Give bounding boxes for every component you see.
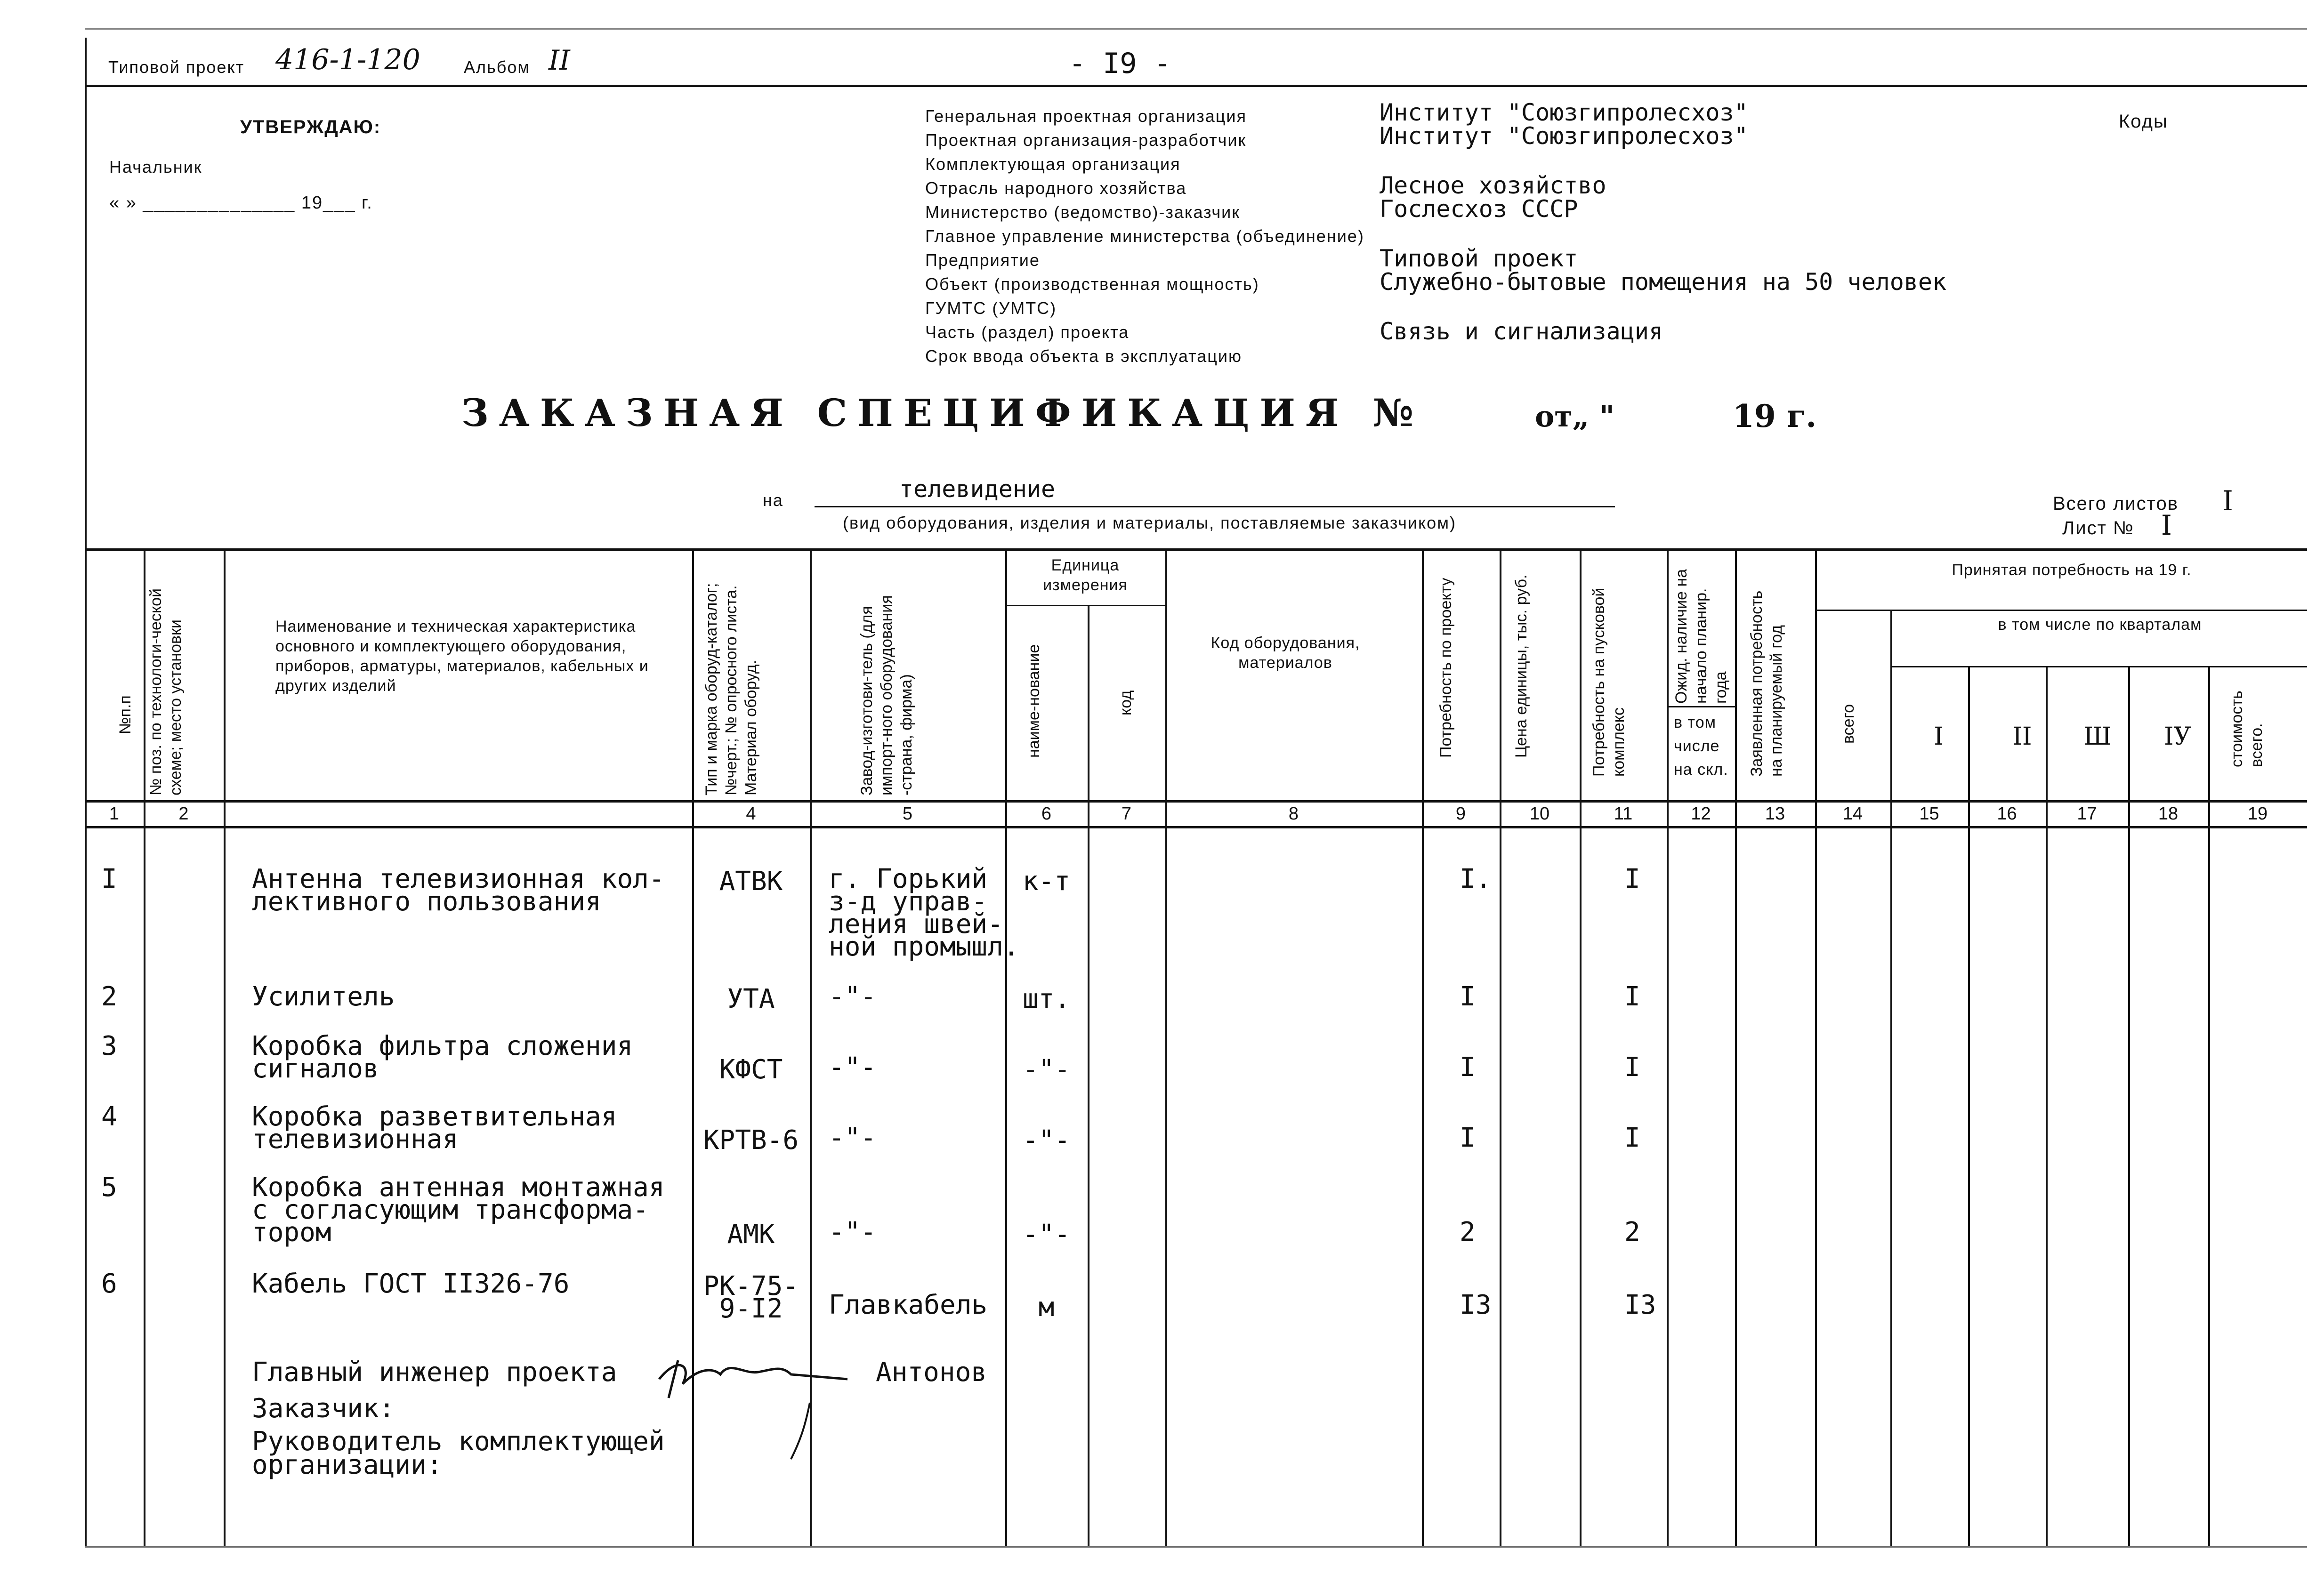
item-qty-start: I3 xyxy=(1624,1290,1656,1320)
col-type: Тип и марка оборуд-каталог; №черт.; № опросного листа. Материал оборуд. xyxy=(702,583,760,795)
row-number: I xyxy=(101,864,117,894)
supplier-head-line2: организации: xyxy=(252,1450,443,1480)
item-unit: м xyxy=(1038,1292,1055,1323)
na-label: на xyxy=(763,490,783,510)
item-name: Коробка разветвительная xyxy=(252,1101,617,1132)
album-label: Альбом xyxy=(464,57,531,77)
item-qty-start: I xyxy=(1624,864,1640,894)
table-vline xyxy=(1968,666,1970,1546)
page-number: - I9 - xyxy=(1069,47,1171,80)
col-q4: IУ xyxy=(2163,723,2192,751)
spec-year: 19 г. xyxy=(1733,398,1817,434)
org-label: ГУМТС (УМТС) xyxy=(925,298,1057,318)
col-declared: Заявленная потребность на планируемый год xyxy=(1748,590,1785,777)
column-number: 19 xyxy=(2247,804,2268,824)
item-unit: к-т xyxy=(1022,866,1071,897)
col-maker: Завод-изготови-тель (для импорт-ного оборудования -страна, фирма) xyxy=(858,595,915,795)
column-number: 14 xyxy=(1842,804,1863,824)
column-number: 16 xyxy=(1997,804,2017,824)
col-cost: стоимость всего. xyxy=(2228,691,2266,767)
col-need-start: Потребность на пусковой комплекс xyxy=(1590,587,1628,777)
developer-org: Институт "Союзгипролесхоз" xyxy=(1380,122,1748,150)
customer-label: Заказчик: xyxy=(252,1393,395,1424)
col-total: всего xyxy=(1840,704,1857,744)
item-maker: -"- xyxy=(829,1052,877,1083)
spec-subject: телевидение xyxy=(899,475,1056,503)
col-warehouse: в том числе на скл. xyxy=(1674,714,1728,779)
item-type: АТВК xyxy=(719,866,783,897)
item-maker: г. Горький xyxy=(829,864,988,894)
column-number: 8 xyxy=(1288,804,1299,824)
general-org: Институт "Союзгипролесхоз" xyxy=(1380,99,1748,126)
item-maker: -"- xyxy=(829,981,877,1012)
row-number: 5 xyxy=(101,1172,117,1203)
enterprise: Типовой проект xyxy=(1380,245,1578,272)
col-need-project: Потребность по проекту xyxy=(1437,578,1455,758)
spec-title: ЗАКАЗНАЯ СПЕЦИФИКАЦИЯ № xyxy=(461,391,1424,435)
chief-engineer-label: Главный инженер проекта xyxy=(252,1357,617,1388)
codes-label: Коды xyxy=(2119,111,2168,132)
item-qty-project: I xyxy=(1460,981,1476,1012)
item-unit: -"- xyxy=(1022,1125,1071,1156)
total-sheets-label: Всего листов xyxy=(2053,493,2179,514)
item-name: Коробка антенная монтажная xyxy=(252,1172,665,1203)
item-qty-project: 2 xyxy=(1460,1217,1476,1247)
table-vline xyxy=(1005,548,1007,1546)
item-unit: -"- xyxy=(1022,1054,1071,1085)
item-maker: -"- xyxy=(829,1123,877,1153)
ministry: Гослесхоз СССР xyxy=(1380,195,1578,223)
col-unit-code: код xyxy=(1117,690,1135,715)
table-vline xyxy=(2208,666,2210,1546)
column-number: 4 xyxy=(746,804,756,824)
col-expected: Ожид. наличие на начало планир. года xyxy=(1672,569,1730,704)
project-number: 416-1-120 xyxy=(275,43,420,76)
org-label: Главное управление министерства (объединение) xyxy=(925,226,1364,246)
col-quarters-group: в том числе по кварталам xyxy=(1998,616,2202,634)
table-vline xyxy=(1422,548,1424,1546)
item-unit: шт. xyxy=(1022,984,1071,1014)
item-qty-project: I3 xyxy=(1460,1290,1492,1320)
column-number: 13 xyxy=(1765,804,1785,824)
col-unit-name: наиме-нование xyxy=(1025,644,1043,758)
item-unit: -"- xyxy=(1022,1219,1071,1250)
signature-mark xyxy=(650,1346,847,1469)
column-number: 7 xyxy=(1121,804,1132,824)
col-q2: II xyxy=(2012,723,2032,751)
item-qty-start: 2 xyxy=(1624,1217,1640,1247)
column-number: 17 xyxy=(2077,804,2097,824)
item-name: тором xyxy=(252,1217,331,1248)
item-type: КФСТ xyxy=(719,1054,783,1085)
spec-from: от„ " xyxy=(1535,399,1615,434)
org-label: Объект (производственная мощность) xyxy=(925,274,1259,294)
col-name: Наименование и техническая характеристика основного и комплектующего оборудования, приборов, арматуры, материалов, кабельных и других изделий xyxy=(275,618,649,695)
sheet-label: Лист № xyxy=(2062,518,2134,538)
item-type: АМК xyxy=(727,1219,775,1250)
industry: Лесное хозяйство xyxy=(1380,172,1606,199)
item-maker: ления швей- xyxy=(829,909,1003,940)
item-maker: ной промышл. xyxy=(829,932,1019,962)
item-name: Коробка фильтра сложения xyxy=(252,1031,633,1061)
org-label: Проектная организация-разработчик xyxy=(925,130,1247,150)
item-name: сигналов xyxy=(252,1053,379,1084)
item-maker: -"- xyxy=(829,1217,877,1247)
column-number: 5 xyxy=(902,804,913,824)
item-qty-start: I xyxy=(1624,1052,1640,1083)
table-vline xyxy=(1667,548,1669,1546)
col-npp: №п.п xyxy=(116,695,134,734)
table-vline xyxy=(1890,610,1892,1546)
org-label: Часть (раздел) проекта xyxy=(925,322,1130,342)
org-label: Отрасль народного хозяйства xyxy=(925,178,1187,198)
object: Служебно-бытовые помещения на 50 человек xyxy=(1380,268,1947,296)
org-label: Срок ввода объекта в эксплуатацию xyxy=(925,346,1242,366)
approve-date-line: « » ______________ 19___ г. xyxy=(109,193,373,213)
org-label: Министерство (ведомство)-заказчик xyxy=(925,202,1240,222)
col-position: № поз. по технологи-ческой схеме; место установки xyxy=(147,588,185,795)
item-maker: Главкабель xyxy=(829,1290,988,1320)
row-number: 3 xyxy=(101,1031,117,1061)
col-equip-code: Код оборудования, материалов xyxy=(1210,634,1360,672)
column-number: 15 xyxy=(1919,804,1939,824)
row-number: 2 xyxy=(101,981,117,1012)
sheet-number: I xyxy=(2161,509,2172,541)
col-accepted-group: Принятая потребность на 19 г. xyxy=(1952,561,2192,579)
item-qty-start: I xyxy=(1624,1123,1640,1153)
table-vline xyxy=(144,548,145,1546)
column-number: 18 xyxy=(2158,804,2179,824)
subject-caption: (вид оборудования, изделия и материалы, поставляемые заказчиком) xyxy=(843,513,1456,532)
org-label: Комплектующая организация xyxy=(925,154,1181,174)
item-qty-project: I. xyxy=(1460,864,1492,894)
total-sheets: I xyxy=(2222,485,2233,517)
item-type: 9-I2 xyxy=(719,1293,783,1324)
item-type: УТА xyxy=(727,984,775,1014)
item-qty-project: I xyxy=(1460,1123,1476,1153)
row-number: 4 xyxy=(101,1101,117,1132)
item-name: телевизионная xyxy=(252,1124,459,1155)
table-vline xyxy=(1815,548,1817,1546)
project-part: Связь и сигнализация xyxy=(1380,318,1663,345)
item-qty-start: I xyxy=(1624,981,1640,1012)
table-vline xyxy=(1735,548,1737,1546)
approve-title: УТВЕРЖДАЮ: xyxy=(240,117,381,137)
table-vline xyxy=(1088,605,1089,1546)
table-vline xyxy=(1165,548,1167,1546)
column-number: 1 xyxy=(109,804,120,824)
table-vline xyxy=(224,548,226,1546)
col-price: Цена единицы, тыс. руб. xyxy=(1512,574,1530,758)
item-qty-project: I xyxy=(1460,1052,1476,1083)
org-label: Предприятие xyxy=(925,250,1040,270)
chief-engineer-name: Антонов xyxy=(876,1357,987,1388)
album-number: II xyxy=(549,44,570,76)
item-name: Антенна телевизионная кол- xyxy=(252,864,665,894)
item-name: с согласующим трансформа- xyxy=(252,1195,649,1225)
chief-label: Начальник xyxy=(109,157,202,177)
table-vline xyxy=(2128,666,2130,1546)
column-number: 2 xyxy=(178,804,189,824)
item-type: КРТВ-6 xyxy=(703,1125,799,1156)
item-name: Усилитель xyxy=(252,981,395,1012)
row-number: 6 xyxy=(101,1269,117,1299)
column-number: 9 xyxy=(1455,804,1466,824)
supplier-head-line1: Руководитель комплектующей xyxy=(252,1426,665,1457)
col-unit-group: Единица измерения xyxy=(1043,556,1128,594)
org-label: Генеральная проектная организация xyxy=(925,106,1247,126)
table-vline xyxy=(1580,548,1582,1546)
column-number: 6 xyxy=(1041,804,1052,824)
item-type: РК-75- xyxy=(703,1271,799,1301)
column-number: 12 xyxy=(1691,804,1711,824)
table-vline xyxy=(2046,666,2048,1546)
table-vline xyxy=(1500,548,1501,1546)
column-number: 10 xyxy=(1529,804,1550,824)
item-name: лективного пользования xyxy=(252,886,601,917)
column-number: 11 xyxy=(1614,804,1633,824)
item-name: Кабель ГОСТ II326-76 xyxy=(252,1269,570,1299)
col-q3: Ш xyxy=(2083,723,2112,751)
col-q1: I xyxy=(1934,723,1944,751)
table-vline xyxy=(85,548,87,1546)
item-maker: з-д управ- xyxy=(829,886,988,917)
project-label: Типовой проект xyxy=(108,57,245,77)
